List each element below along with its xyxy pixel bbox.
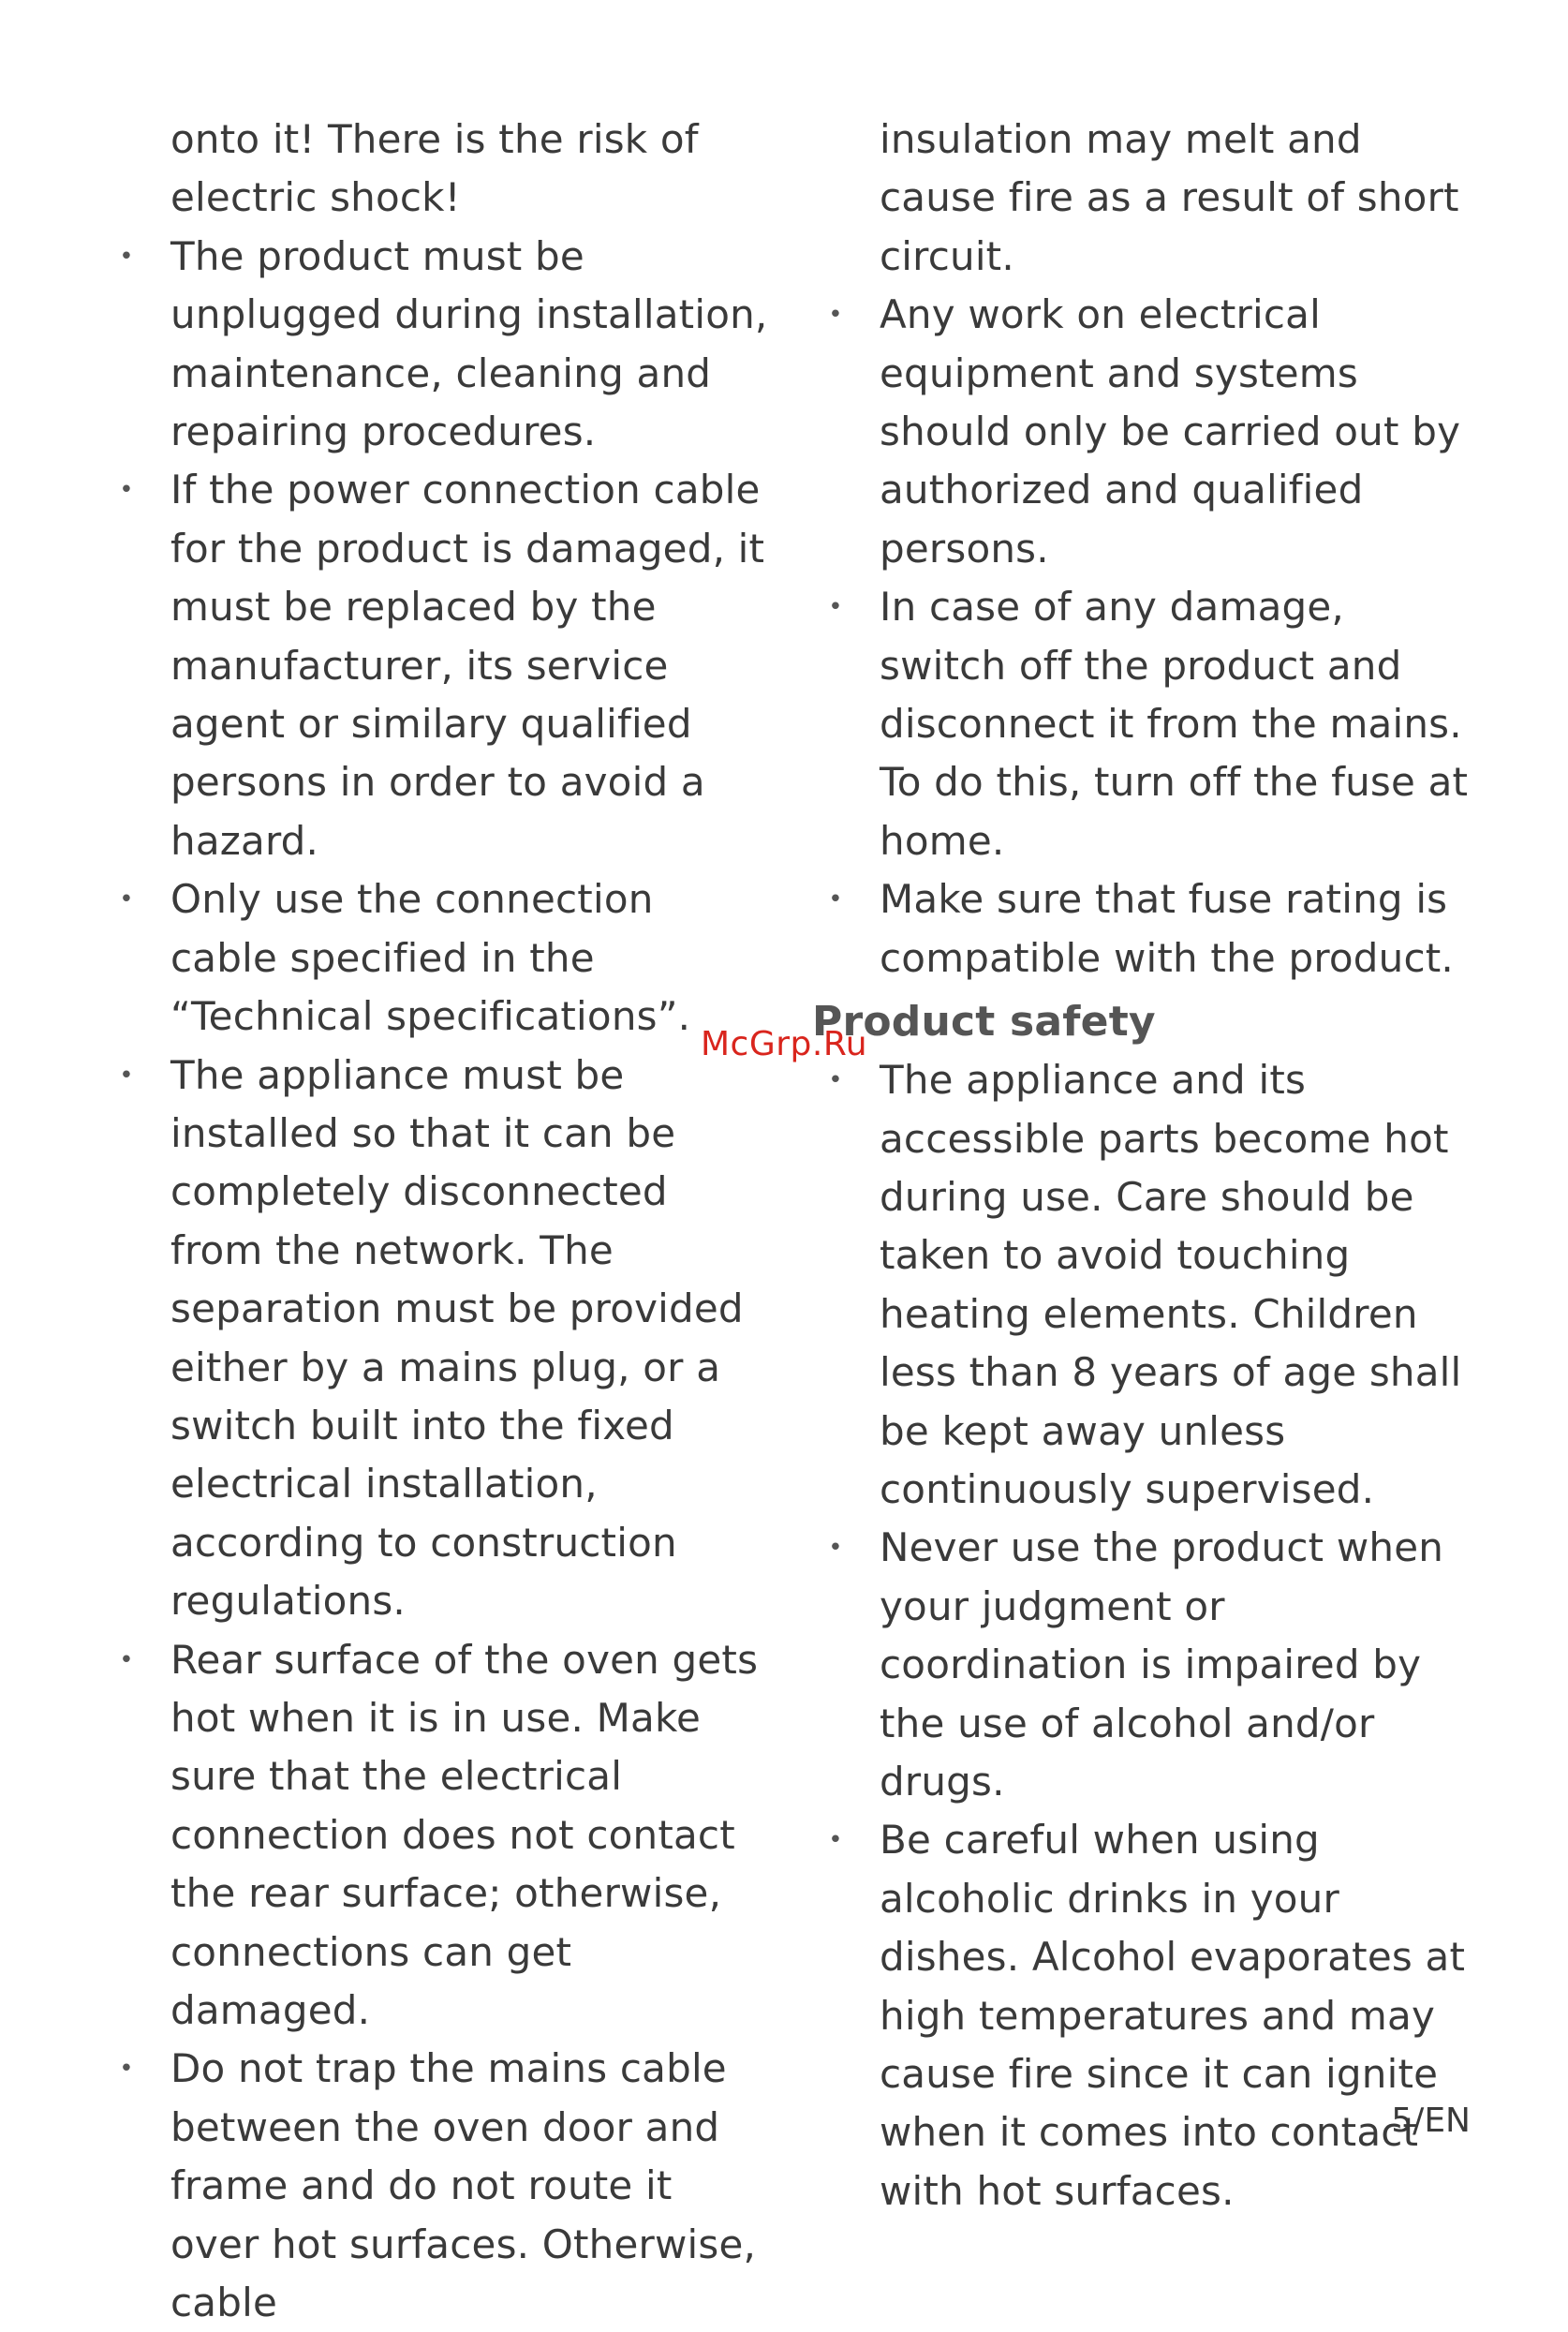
list-item-text: Only use the connection cable specified in the “Technical specifications”. [170, 876, 691, 1040]
list-item [119, 461, 770, 870]
list-item-text: Never use the product when your judgment or coordination is impaired by the use of alcohol and/or drugs. [880, 1524, 1444, 1805]
list-item-text: The appliance and its accessible parts become hot during use. Care should be taken to avoid touching heating elements. Children less than 8 years of age shall be kept away unless continuously supervised. [880, 1057, 1462, 1512]
bullet-icon: • [828, 1066, 843, 1095]
left-column [119, 111, 770, 2332]
list-item [828, 578, 1479, 870]
list-item [828, 870, 1479, 988]
list-item-text: If the power connection cable for the product is damaged, it must be replaced by the manufacturer, its service agent or similary qualified persons in order to avoid a hazard. [170, 467, 765, 864]
bullet-icon: • [119, 1061, 134, 1090]
list-item-text: In case of any damage, switch off the product and disconnect it from the mains. To do this, turn off the fuse at home. [880, 584, 1469, 864]
list-item [828, 286, 1479, 578]
list-item-text: Any work on electrical equipment and systems should only be carried out by authorized and qualified persons. [880, 291, 1461, 572]
list-item-text: The appliance must be installed so that it can be completely disconnected from the network. The separation must be provided either by a mains plug, or a switch built into the fixed electrical installation, according to construction regulations. [170, 1051, 744, 1625]
section-heading-product-safety: Product safety [812, 998, 1156, 1047]
bullet-icon: • [119, 1645, 134, 1674]
bullet-icon: • [119, 885, 134, 914]
product-safety-bullet-list [828, 1051, 1479, 2221]
watermark: McGrp.Ru [701, 1025, 868, 1063]
bullet-icon: • [828, 1534, 843, 1563]
bullet-icon: • [828, 1826, 843, 1855]
bullet-icon: • [828, 885, 843, 914]
bullet-icon: • [119, 476, 134, 505]
bullet-icon: • [119, 242, 134, 271]
list-item [119, 870, 770, 1046]
bullet-icon: • [828, 593, 843, 622]
list-item [828, 1811, 1479, 2221]
list-item-text: Make sure that fuse rating is compatible with the product. [880, 876, 1454, 981]
list-item-text: Rear surface of the oven gets hot when it is in use. Make sure that the electrical connection does not contact the rear surface; otherwise, connections can get damaged. [170, 1636, 759, 2033]
list-item-text: Do not trap the mains cable between the oven door and frame and do not route it over hot surfaces. Otherwise, cable [170, 2045, 757, 2326]
list-item-text: Be careful when using alcoholic drinks in your dishes. Alcohol evaporates at high temperatures and may cause fire since it can ignite when it comes into contact with hot surfaces. [880, 1817, 1466, 2214]
list-item [119, 1631, 770, 2041]
bullet-icon: • [828, 301, 843, 330]
list-item [119, 2040, 770, 2332]
list-item [828, 1519, 1479, 1811]
right-column [812, 111, 1479, 2221]
page-number: 5/EN [1391, 2102, 1471, 2140]
list-item-text: The product must be unplugged during installation, maintenance, cleaning and repairing procedures. [170, 232, 768, 455]
list-item [828, 1051, 1479, 1519]
right-continuation-text: insulation may melt and cause fire as a result of short circuit. [880, 116, 1459, 279]
list-item [119, 228, 770, 462]
bullet-icon: • [119, 2055, 134, 2084]
left-continuation-text: onto it! There is the risk of electric shock! [170, 116, 699, 221]
list-item [119, 1047, 770, 1631]
left-bullet-list [119, 228, 770, 2332]
right-bullet-list [828, 286, 1479, 988]
